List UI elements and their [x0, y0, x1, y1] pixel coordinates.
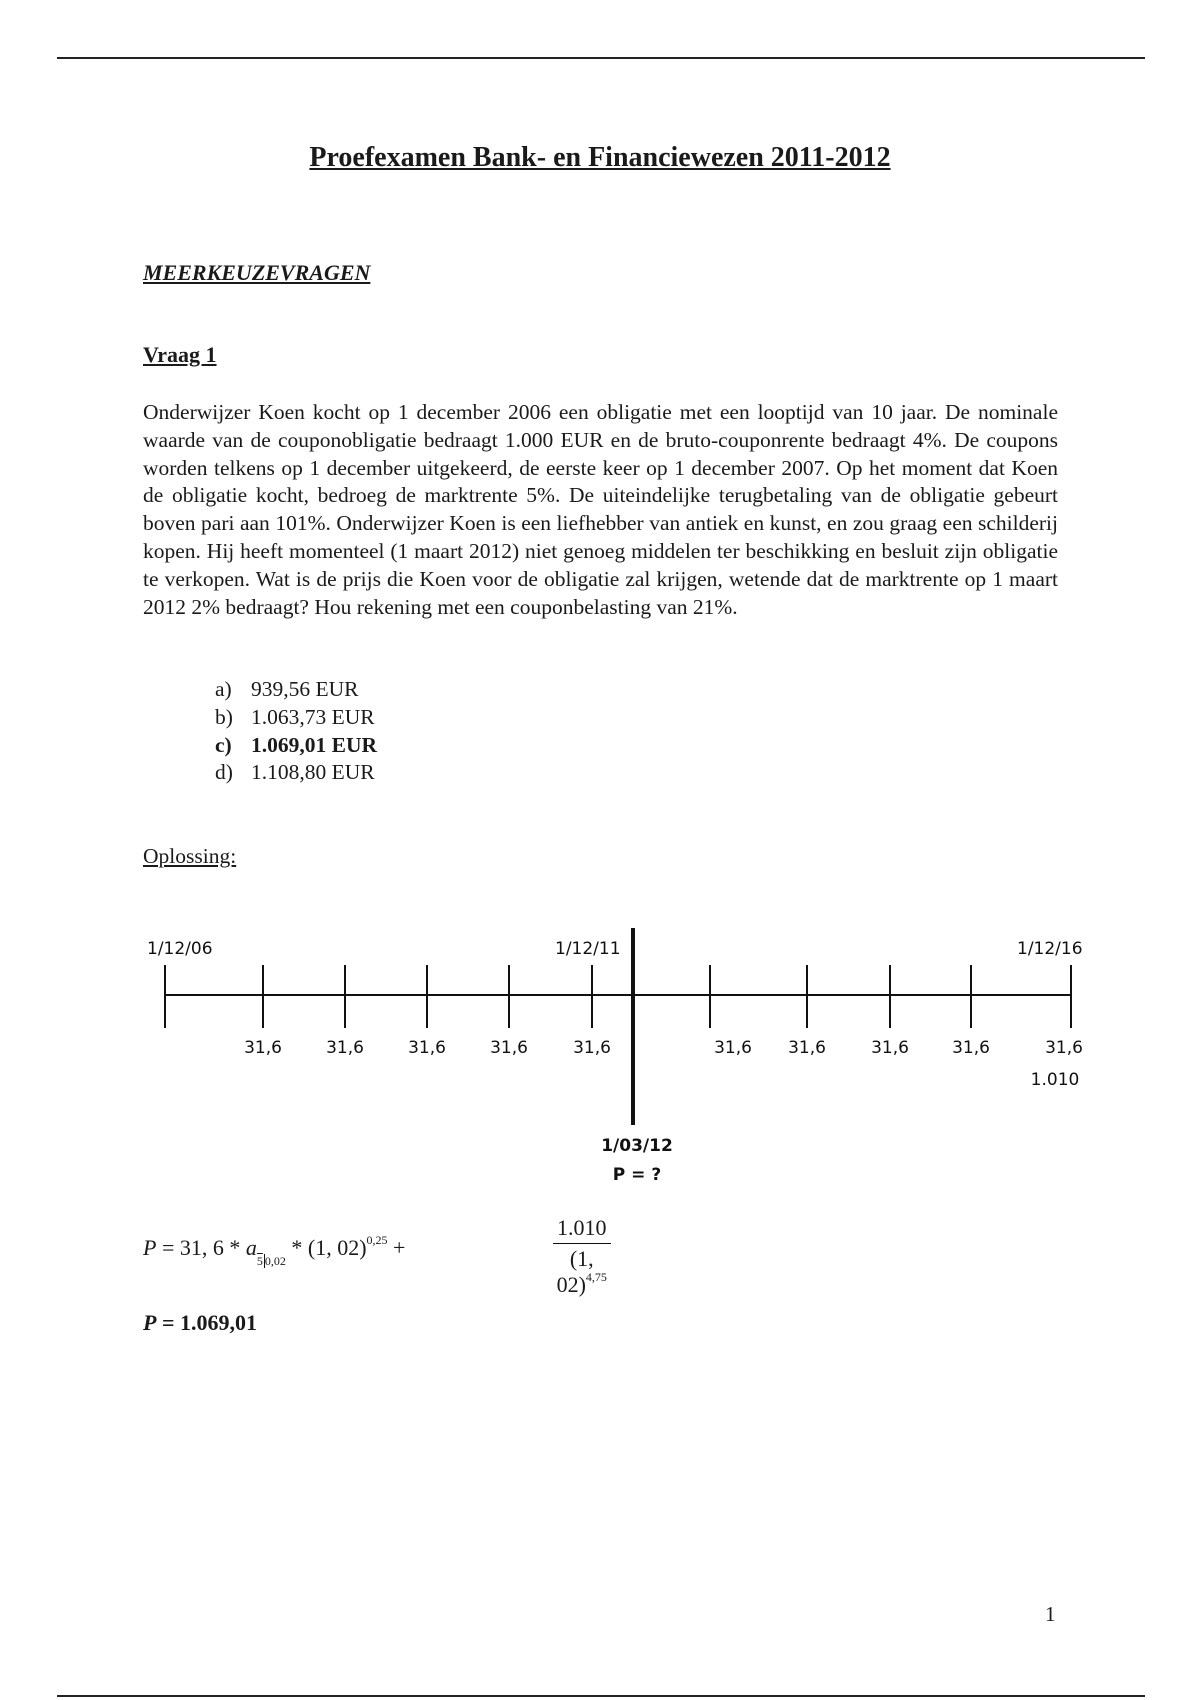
coupon-label: 31,6 — [871, 1038, 909, 1058]
timeline-label-end: 1/12/16 — [1017, 939, 1083, 959]
annuity-rate: 0,02 — [264, 1254, 286, 1268]
fraction-numerator: 1.010 — [553, 1215, 611, 1244]
redemption-fraction — [553, 1215, 611, 1298]
formula-discount-factor: * (1, 02) — [291, 1235, 367, 1260]
denominator-base: (1, 02) — [556, 1246, 594, 1297]
exponent-2: 4,75 — [585, 1270, 607, 1284]
formula-coupon-term: = 31, 6 * — [161, 1235, 241, 1260]
formula-plus: + — [393, 1235, 406, 1260]
coupon-label: 31,6 — [244, 1038, 282, 1058]
coupon-label: 31,6 — [490, 1038, 528, 1058]
annuity-symbol: a — [245, 1235, 257, 1260]
option-letter: c) — [215, 732, 232, 757]
option-text: 1.063,73 EUR — [251, 704, 375, 729]
option-letter: d) — [215, 760, 233, 785]
redemption-label: 1.010 — [1030, 1070, 1080, 1090]
timeline-label-mid: 1/12/11 — [555, 939, 621, 959]
option-letter: b) — [215, 704, 233, 729]
coupon-label: 31,6 — [573, 1038, 611, 1058]
coupon-label: 31,6 — [1045, 1038, 1083, 1058]
result-lhs: P — [143, 1310, 157, 1335]
coupon-label: 31,6 — [788, 1038, 826, 1058]
result-value: = 1.069,01 — [161, 1310, 257, 1335]
option-text: 1.069,01 EUR — [251, 732, 378, 757]
question-text: Onderwijzer Koen kocht op 1 december 2006 een obligatie met een looptijd van 10 jaar. De nominale waarde van de couponobligatie bedraagt 1.000 EUR en de bruto-couponrente bedraagt 4%. De coupons worden telkens op 1 december uitgekeerd, de eerste keer op 1 december 2007. Op het moment dat Koen de obligatie kocht, bedroeg de marktrente 5%. De uiteindelijke terugbetaling van de obligatie gebeurt boven pari aan 101%. Onderwijzer Koen is een liefhebber van antiek en kunst, en zou graag een schilderij kopen. Hij heeft momenteel (1 maart 2012) niet genoeg middelen ter beschikking en besluit zijn obligatie te verkopen. Wat is de prijs die Koen voor de obligatie zal krijgen, wetende dat de marktrente op 1 maart 2012 2% bedraagt? Hou rekening met een couponbelasting van 21%. — [143, 400, 1058, 619]
fraction-denominator — [553, 1244, 611, 1298]
option-text: 939,56 EUR — [251, 677, 359, 701]
coupon-label: 31,6 — [952, 1038, 990, 1058]
formula-lhs: P — [143, 1235, 157, 1260]
annuity-periods: 5 — [256, 1254, 263, 1268]
question-heading: Vraag 1 — [143, 342, 217, 367]
solution-result — [143, 1310, 257, 1336]
option-letter: a) — [215, 677, 232, 701]
solution-heading: Oplossing: — [143, 844, 237, 868]
section-heading: MEERKEUZEVRAGEN — [143, 260, 371, 285]
coupon-label: 31,6 — [408, 1038, 446, 1058]
coupon-label: 31,6 — [326, 1038, 364, 1058]
exponent-1: 0,25 — [366, 1233, 388, 1247]
option-text: 1.108,80 EUR — [251, 760, 375, 785]
price-formula — [143, 1215, 607, 1297]
sale-date-label: 1/03/12 — [601, 1136, 673, 1156]
sale-price-label: P = ? — [612, 1165, 662, 1185]
bottom-rule — [57, 1695, 1145, 1697]
coupon-label: 31,6 — [714, 1038, 752, 1058]
page-title: Proefexamen Bank- en Financiewezen 2011-2012 — [309, 142, 891, 173]
timeline-label-start: 1/12/06 — [147, 939, 213, 959]
page-number: 1 — [1045, 1602, 1056, 1626]
